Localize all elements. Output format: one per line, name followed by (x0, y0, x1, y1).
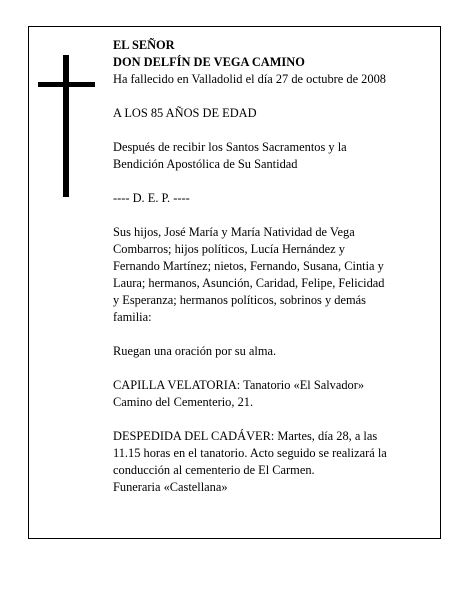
funeral-home: Funeraria «Castellana» (113, 480, 228, 494)
prayer-line: Ruegan una oración por su alma. (113, 344, 277, 358)
heading-line-1: EL SEÑOR (113, 38, 175, 52)
chapel-paragraph (113, 377, 425, 411)
family-line: familia: (113, 310, 152, 324)
chapel-line-1: CAPILLA VELATORIA: Tanatorio «El Salvador» (113, 378, 365, 392)
cross-vertical-bar (63, 55, 69, 197)
family-line: Fernando Martínez; nietos, Fernando, Susana, Cintia y (113, 259, 384, 273)
sacraments-line-2: Bendición Apostólica de Su Santidad (113, 157, 298, 171)
death-announcement: Ha fallecido en Valladolid el día 27 de octubre de 2008 (113, 72, 386, 86)
family-line: y Esperanza; hermanos políticos, sobrinos y demás (113, 293, 366, 307)
sacraments-line-1: Después de recibir los Santos Sacramentos y la (113, 140, 347, 154)
rip-line: ---- D. E. P. ---- (113, 191, 190, 205)
family-line: Combarros; hijos políticos, Lucía Hernández y (113, 242, 345, 256)
farewell-line: 11.15 horas en el tanatorio. Acto seguido se realizará la (113, 446, 387, 460)
family-line: Sus hijos, José María y María Natividad de Vega (113, 225, 355, 239)
farewell-line: conducción al cementerio de El Carmen. (113, 463, 315, 477)
age-line: A LOS 85 AÑOS DE EDAD (113, 106, 257, 120)
sacraments-paragraph (113, 139, 425, 173)
notice-text (113, 37, 425, 513)
farewell-line: DESPEDIDA DEL CADÁVER: Martes, día 28, a las (113, 429, 378, 443)
deceased-name: DON DELFÍN DE VEGA CAMINO (113, 55, 305, 69)
family-line: Laura; hermanos, Asunción, Caridad, Felipe, Felicidad (113, 276, 385, 290)
family-paragraph (113, 224, 425, 326)
chapel-line-2: Camino del Cementerio, 21. (113, 395, 254, 409)
farewell-paragraph (113, 428, 425, 496)
notice-header (113, 37, 425, 88)
cross-horizontal-bar (38, 82, 95, 87)
